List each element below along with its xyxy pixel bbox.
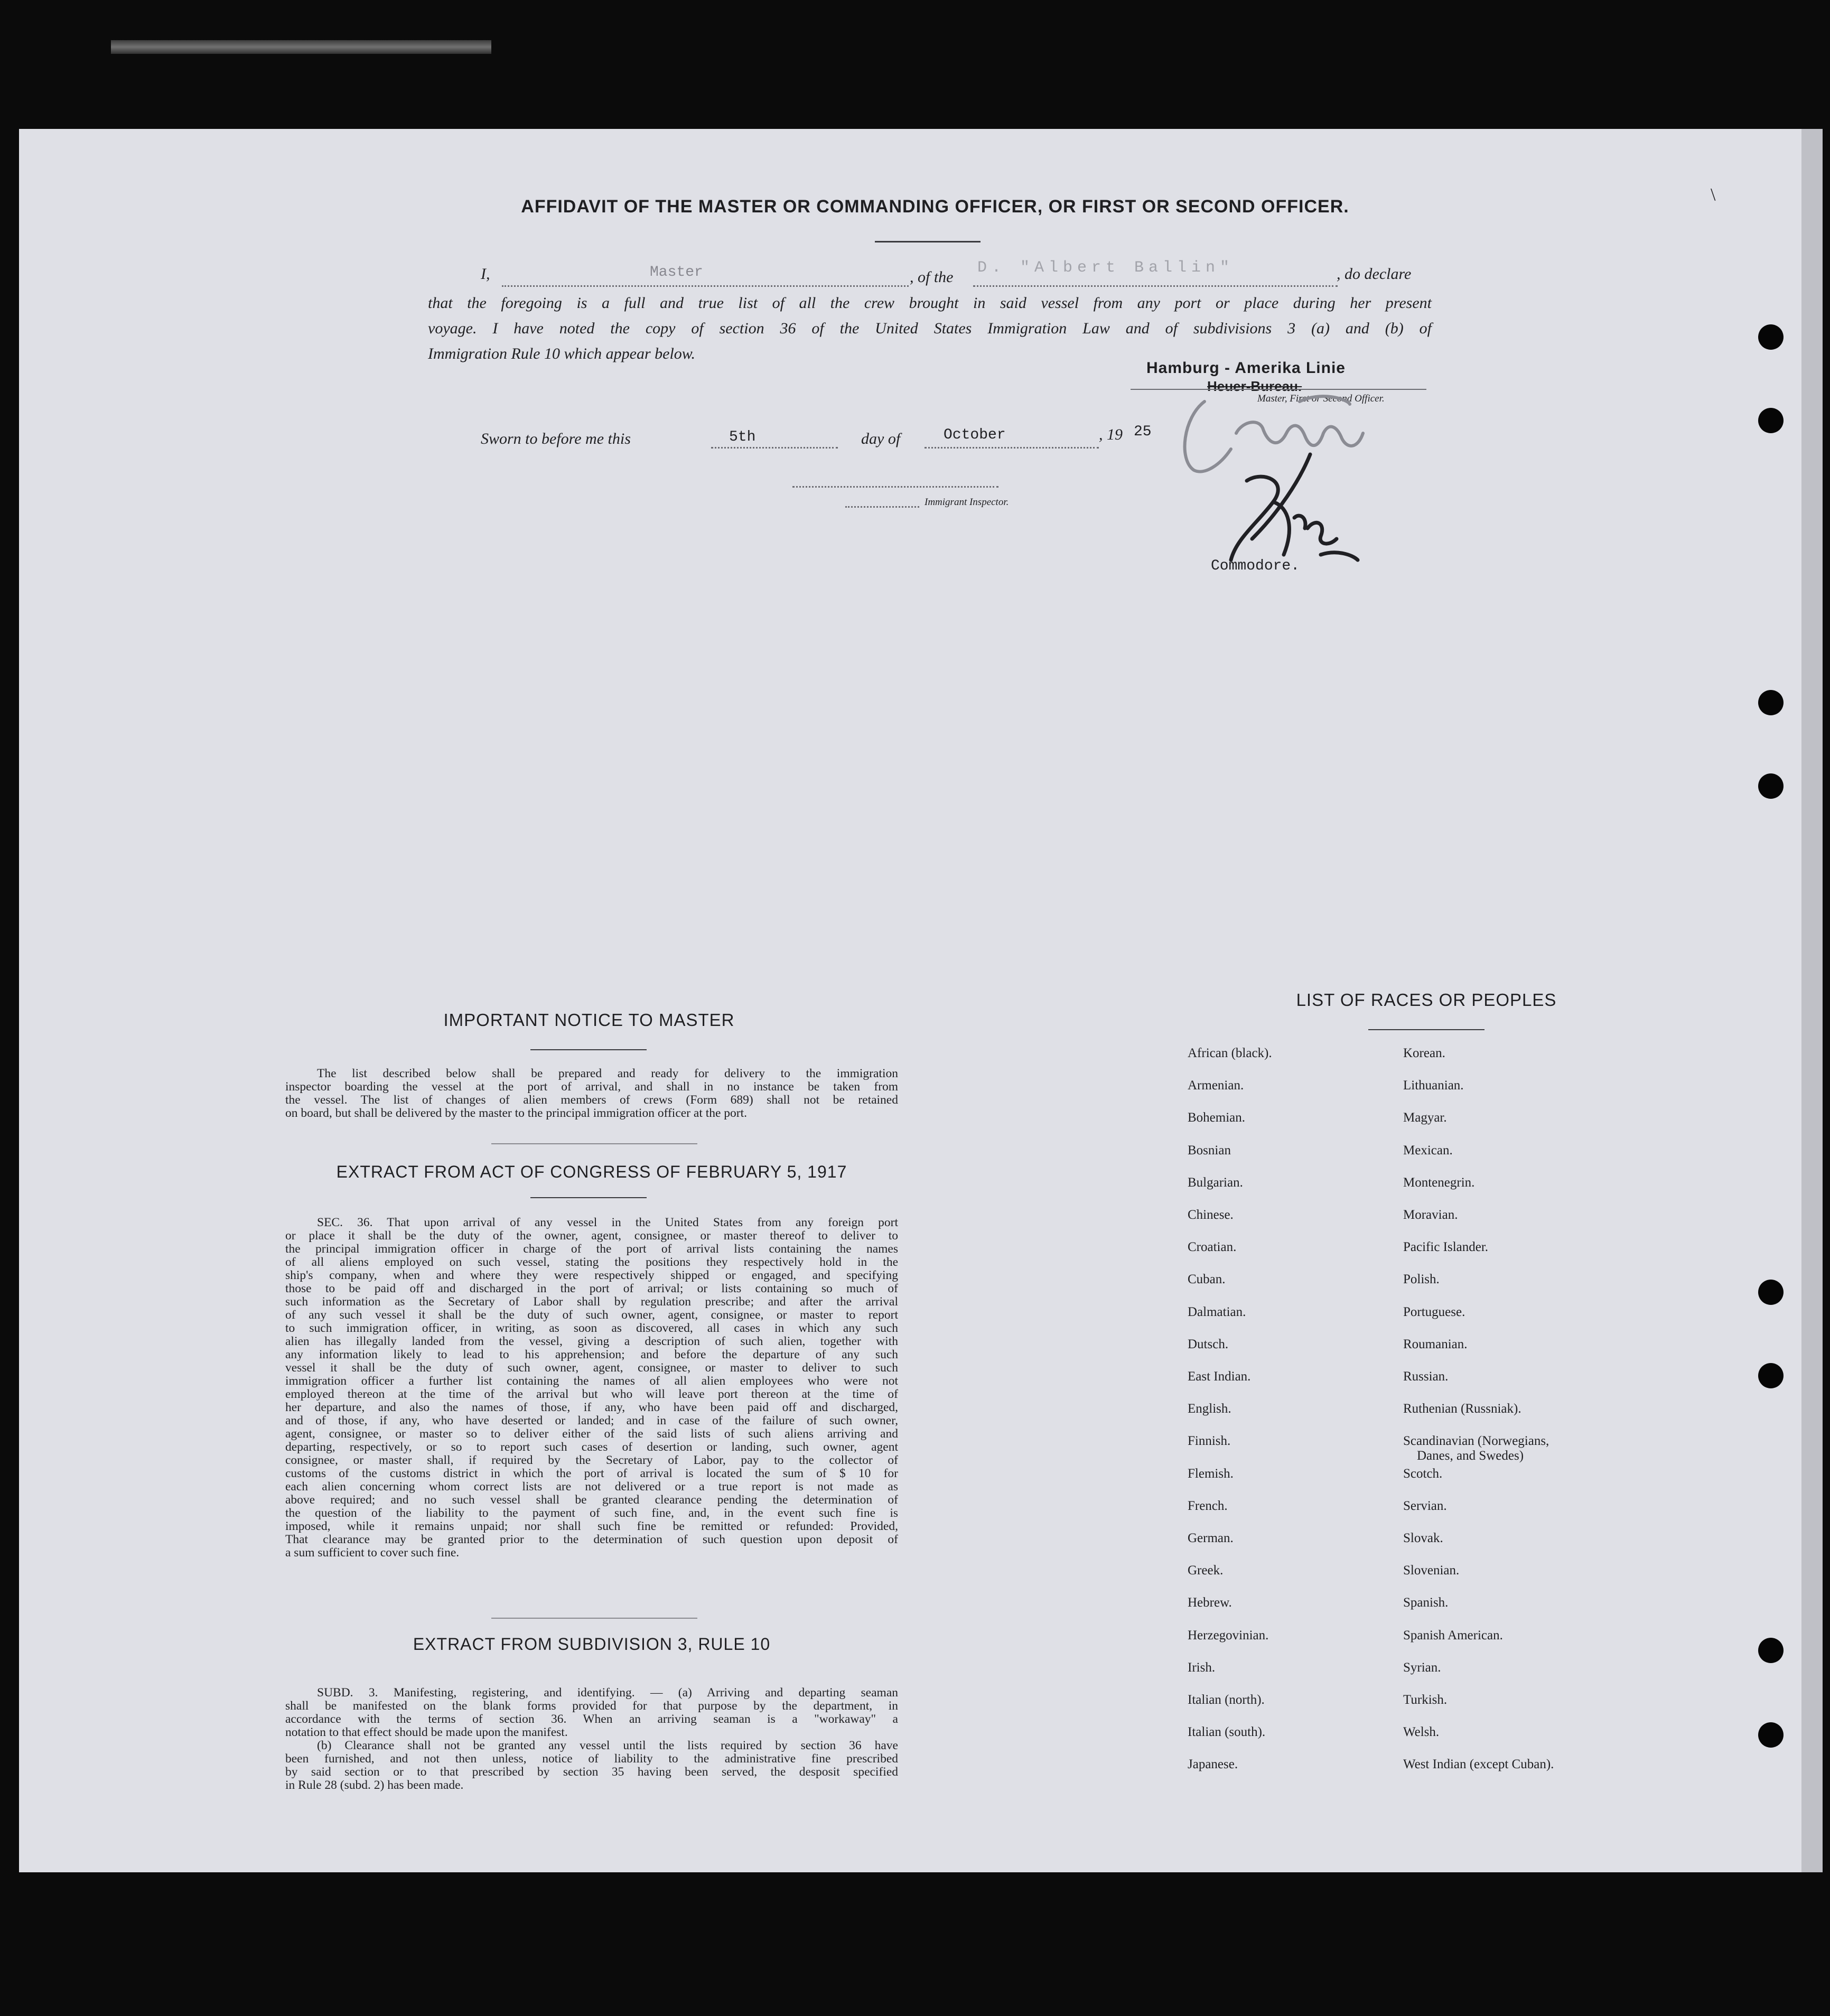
inspector-caption: Immigrant Inspector. xyxy=(925,497,1009,508)
text-line: accordance with the terms of section 36. When an arriving seaman is a "workaway" a xyxy=(285,1712,898,1726)
race-item: Moravian. xyxy=(1403,1208,1458,1222)
company-stamp: Hamburg - Amerika Linie xyxy=(1146,359,1346,377)
act-title: EXTRACT FROM ACT OF CONGRESS OF FEBRUARY 5, 1917 xyxy=(336,1162,847,1181)
signature-commodore xyxy=(1215,449,1374,576)
race-item: Ruthenian (Russniak). xyxy=(1403,1402,1521,1416)
text-line: notation to that effect should be made upon the manifest. xyxy=(285,1725,568,1739)
races-rule xyxy=(1368,1029,1484,1030)
race-item: Magyar. xyxy=(1403,1110,1447,1125)
binder-hole xyxy=(1758,773,1784,799)
text-line: of any such vessel it shall be the duty of such owner, agent, consignee, or master to report xyxy=(285,1308,898,1322)
text-line: of all aliens employed on such vessel, stating the positions they respectively hold in the xyxy=(285,1255,898,1269)
text-line: vessel it shall be the duty of such owner, agent, consignee, or master to deliver to such xyxy=(285,1361,898,1375)
text-line: imposed, while it remains unpaid; nor shall such fine be remitted or refunded: Provided, xyxy=(285,1519,898,1533)
race-item: Scandinavian (Norwegians, xyxy=(1403,1434,1549,1449)
race-item: West Indian (except Cuban). xyxy=(1403,1757,1554,1772)
race-item: Japanese. xyxy=(1188,1757,1238,1772)
race-item: Russian. xyxy=(1403,1369,1449,1384)
notice-title: IMPORTANT NOTICE TO MASTER xyxy=(443,1010,735,1030)
race-item: German. xyxy=(1188,1531,1234,1545)
race-item: Dalmatian. xyxy=(1188,1304,1246,1319)
text-line: customs of the customs district in which the port of arrival is located the sum of $ 10 for xyxy=(285,1467,898,1480)
binder-hole xyxy=(1758,1363,1784,1388)
affidavit-body xyxy=(428,291,1432,367)
race-item: Irish. xyxy=(1188,1660,1216,1675)
race-item: Roumanian. xyxy=(1403,1337,1468,1351)
binder-hole xyxy=(1758,1722,1784,1748)
race-item: Spanish. xyxy=(1403,1595,1449,1610)
binder-hole xyxy=(1758,324,1784,350)
text-line: SUBD. 3. Manifesting, registering, and identifying. — (a) Arriving and departing seaman xyxy=(317,1686,898,1700)
vessel-fill: D. "Albert Ballin" xyxy=(977,259,1235,277)
text-line: in Rule 28 (subd. 2) has been made. xyxy=(285,1778,464,1792)
notice-line: on board, but shall be delivered by the master to the principal immigration officer at the port. xyxy=(285,1106,748,1120)
inspector-line-short xyxy=(845,506,919,508)
race-item: Greek. xyxy=(1188,1563,1224,1578)
page-edge xyxy=(1801,129,1823,1872)
month-line xyxy=(925,447,1099,449)
text-line: alien has illegally landed from the vessel, giving a description of such alien, together with xyxy=(285,1334,898,1348)
race-item: Chinese. xyxy=(1188,1208,1234,1222)
binder-hole xyxy=(1758,1638,1784,1663)
section-rule xyxy=(491,1618,697,1619)
text-line: each alien concerning whom correct lists are not delivered or a true report is not made as xyxy=(285,1480,898,1494)
race-item: Servian. xyxy=(1403,1498,1447,1513)
section-rule xyxy=(491,1143,697,1144)
text-line: or place it shall be the duty of the owner, agent, consignee, or master thereof to deliver to xyxy=(285,1229,898,1243)
signer-caption: Master, First or Second Officer. xyxy=(1257,393,1385,404)
text-line: above required; and no such vessel shall be granted clearance pending the determination of xyxy=(285,1493,898,1507)
race-item: Bosnian xyxy=(1188,1143,1231,1158)
race-item: Croatian. xyxy=(1188,1240,1237,1255)
text-line: to such immigration officer, in writing, as soon as discovered, all cases in which any such xyxy=(285,1321,898,1335)
text-line: employed thereon at the time of the arrival but who will leave port thereon at the time of xyxy=(285,1387,898,1401)
text-line: shall be manifested on the blank forms provided for that purpose by the department, in xyxy=(285,1699,898,1713)
sworn-month: October xyxy=(944,427,1006,443)
text-line: departing, respectively, or so to report such cases of desertion or landing, such owner, agent xyxy=(285,1440,898,1454)
race-item: Lithuanian. xyxy=(1403,1078,1464,1093)
race-item: English. xyxy=(1188,1402,1231,1416)
affidavit-line: that the foregoing is a full and true list of all the crew brought in said vessel from any port or place during her present xyxy=(428,294,1432,312)
race-item: Polish. xyxy=(1403,1272,1440,1287)
notice-body xyxy=(285,1067,898,1120)
of-the-label: , of the xyxy=(910,268,954,286)
race-item: Bulgarian. xyxy=(1188,1175,1243,1190)
text-line: ship's company, when and where they were respectively shipped or engaged, and specifying xyxy=(285,1268,898,1282)
text-line: That clearance may be granted prior to the determination of such question upon deposit of xyxy=(285,1533,898,1546)
race-item: Syrian. xyxy=(1403,1660,1441,1675)
race-item: Slovak. xyxy=(1403,1531,1443,1545)
binder-hole xyxy=(1758,408,1784,433)
race-item: Italian (north). xyxy=(1188,1693,1265,1707)
affidavit-line: Immigration Rule 10 which appear below. xyxy=(428,345,696,362)
text-line: consignee, or master shall, if required by the Secretary of Labor, pay to the collector of xyxy=(285,1453,898,1467)
inspector-line xyxy=(792,486,998,488)
text-line: such information as the Secretary of Labor shall by regulation prescribe; and after the arrival xyxy=(285,1295,898,1309)
text-line: immigration officer a further list containing the names of all alien employees who were not xyxy=(285,1374,898,1388)
rule-title: EXTRACT FROM SUBDIVISION 3, RULE 10 xyxy=(413,1635,771,1654)
race-item-continuation: Danes, and Swedes) xyxy=(1417,1449,1524,1463)
race-item: Cuban. xyxy=(1188,1272,1226,1287)
race-item: Hebrew. xyxy=(1188,1595,1232,1610)
race-item: Korean. xyxy=(1403,1046,1445,1060)
act-body xyxy=(285,1216,898,1560)
act-rule xyxy=(530,1197,647,1198)
commodore-label: Commodore. xyxy=(1211,558,1300,574)
race-item: Spanish American. xyxy=(1403,1628,1503,1642)
name-line xyxy=(502,285,909,287)
race-item: Herzegovinian. xyxy=(1188,1628,1269,1642)
corner-mark: \ xyxy=(1711,185,1716,204)
sworn-label: Sworn to before me this xyxy=(481,430,631,447)
text-line: SEC. 36. That upon arrival of any vessel in the United States from any foreign port xyxy=(317,1216,898,1229)
race-item: African (black). xyxy=(1188,1046,1272,1060)
race-item: Armenian. xyxy=(1188,1078,1244,1093)
text-line: by said section or to that prescribed by section 35 having been served, the desposit specified xyxy=(285,1765,898,1779)
race-item: Scotch. xyxy=(1403,1466,1443,1481)
notice-line: the vessel. The list of changes of alien members of crews (Form 689) shall not be retained xyxy=(285,1093,898,1107)
race-item: Bohemian. xyxy=(1188,1110,1246,1125)
race-item: Dutsch. xyxy=(1188,1337,1229,1351)
race-item: Pacific Islander. xyxy=(1403,1240,1489,1255)
film-edge-strip xyxy=(111,40,491,54)
notice-rule xyxy=(530,1049,647,1050)
year-prefix: , 19 xyxy=(1099,426,1123,443)
notice-line: inspector boarding the vessel at the port of arrival, and shall in no instance be taken from xyxy=(285,1080,898,1094)
text-line: a sum sufficient to cover such fine. xyxy=(285,1546,460,1560)
year-suffix: 25 xyxy=(1134,424,1152,440)
affidavit-line: voyage. I have noted the copy of section 36 of the United States Immigration Law and of subdivisions 3 (a) and (b) of xyxy=(428,320,1432,337)
race-item: Finnish. xyxy=(1188,1434,1231,1449)
affidavit-title: AFFIDAVIT OF THE MASTER OR COMMANDING OFFICER, OR FIRST OR SECOND OFFICER. xyxy=(521,197,1349,217)
race-item: East Indian. xyxy=(1188,1369,1251,1384)
text-line: and of those, if any, who have deserted or landed; and in case of the failure of such owner, xyxy=(285,1414,898,1427)
notice-line: The list described below shall be prepared and ready for delivery to the immigration xyxy=(317,1067,898,1080)
race-item: Montenegrin. xyxy=(1403,1175,1475,1190)
text-line: those to be paid off and discharged in the port of arrival; or lists containing so much of xyxy=(285,1282,898,1295)
race-item: Portuguese. xyxy=(1403,1304,1465,1319)
race-item: Slovenian. xyxy=(1403,1563,1460,1578)
race-item: French. xyxy=(1188,1498,1228,1513)
binder-hole xyxy=(1758,1280,1784,1305)
day-line xyxy=(711,447,838,449)
text-line: the principal immigration officer in charge of the port of arrival lists containing the names xyxy=(285,1242,898,1256)
text-line: (b) Clearance shall not be granted any vessel until the lists required by section 36 have xyxy=(317,1739,898,1752)
title-rule xyxy=(875,241,981,242)
text-line: the question of the liability to the payment of such fine, and, in the event such fine is xyxy=(285,1506,898,1520)
race-item: Turkish. xyxy=(1403,1693,1448,1707)
day-of-label: day of xyxy=(861,430,901,447)
i-label: I, xyxy=(481,265,490,283)
races-title: LIST OF RACES OR PEOPLES xyxy=(1296,990,1557,1010)
vessel-line xyxy=(973,285,1338,287)
stamp-subline: Heuer-Bureau. xyxy=(1207,378,1302,394)
text-line: any information likely to lead to his apprehension; and before the departure of any such xyxy=(285,1348,898,1361)
name-fill: Master xyxy=(650,264,703,281)
sworn-day: 5th xyxy=(729,429,756,445)
race-item: Welsh. xyxy=(1403,1725,1440,1740)
text-line: been furnished, and not then unless, notice of liability to the administrative fine prescribed xyxy=(285,1752,898,1766)
race-item: Mexican. xyxy=(1403,1143,1453,1158)
binder-hole xyxy=(1758,690,1784,715)
do-declare-label: , do declare xyxy=(1337,265,1412,283)
text-line: her departure, and also the names of those, if any, who have been paid off and discharged, xyxy=(285,1401,898,1414)
text-line: agent, consignee, or master so to deliver either of the said lists of such aliens arriving and xyxy=(285,1427,898,1441)
race-item: Italian (south). xyxy=(1188,1725,1266,1740)
race-item: Flemish. xyxy=(1188,1466,1234,1481)
rule-body xyxy=(285,1686,898,1792)
